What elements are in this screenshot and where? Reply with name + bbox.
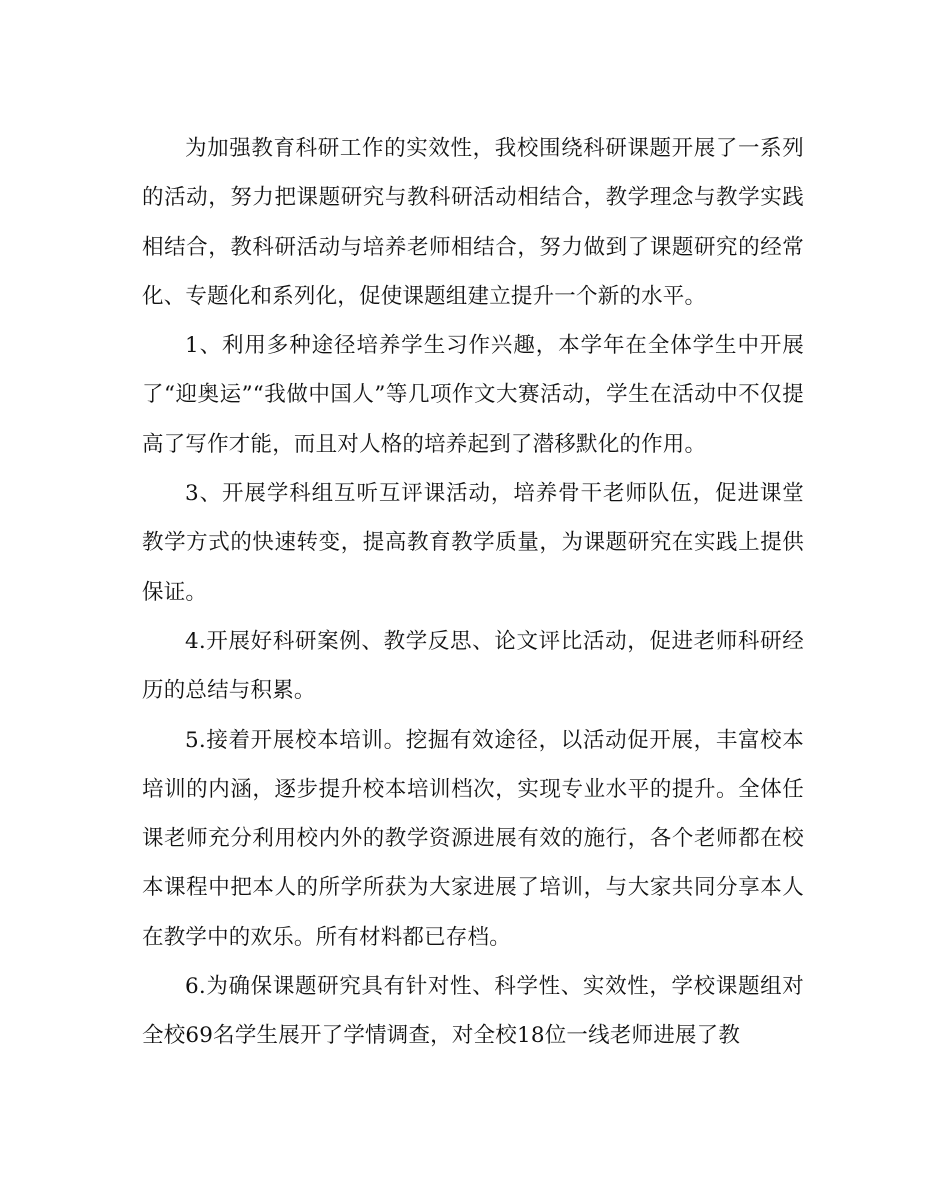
- paragraph-item-4: 4.开展好科研案例、教学反思、论文评比活动，促进老师科研经历的总结与积累。: [142, 628, 804, 704]
- document-body: [142, 124, 804, 1061]
- paragraph-item-1: 1、利用多种途径培养学生习作兴趣，本学年在全体学生中开展了“迎奥运”“我做中国人”等几项作文大赛活动，学生在活动中不仅提高了写作才能，而且对人格的培养起到了潜移默化的作用。: [142, 333, 804, 457]
- paragraph-item-5: 5.接着开展校本培训。挖掘有效途径，以活动促开展，丰富校本培训的内涵，逐步提升校本培训档次，实现专业水平的提升。全体任课老师充分利用校内外的教学资源进展有效的施行，各个老师都在校本课程中把本人的所学所获为大家进展了培训，与大家共同分享本人在教学中的欢乐。所有材料都已存档。: [142, 727, 804, 950]
- paragraph-item-3: 3、开展学科组互听互评课活动，培养骨干老师队伍，促进课堂教学方式的快速转变，提高教育教学质量，为课题研究在实践上提供保证。: [142, 481, 804, 605]
- paragraph-item-6: 6.为确保课题研究具有针对性、科学性、实效性，学校课题组对全校69名学生展开了学情调查，对全校18位一线老师进展了教: [142, 974, 804, 1049]
- paragraph-intro: 为加强教育科研工作的实效性，我校围绕科研课题开展了一系列的活动，努力把课题研究与教科研活动相结合，教学理念与教学实践相结合，教科研活动与培养老师相结合，努力做到了课题研究的经常化、专题化和系列化，促使课题组建立提升一个新的水平。: [142, 136, 804, 309]
